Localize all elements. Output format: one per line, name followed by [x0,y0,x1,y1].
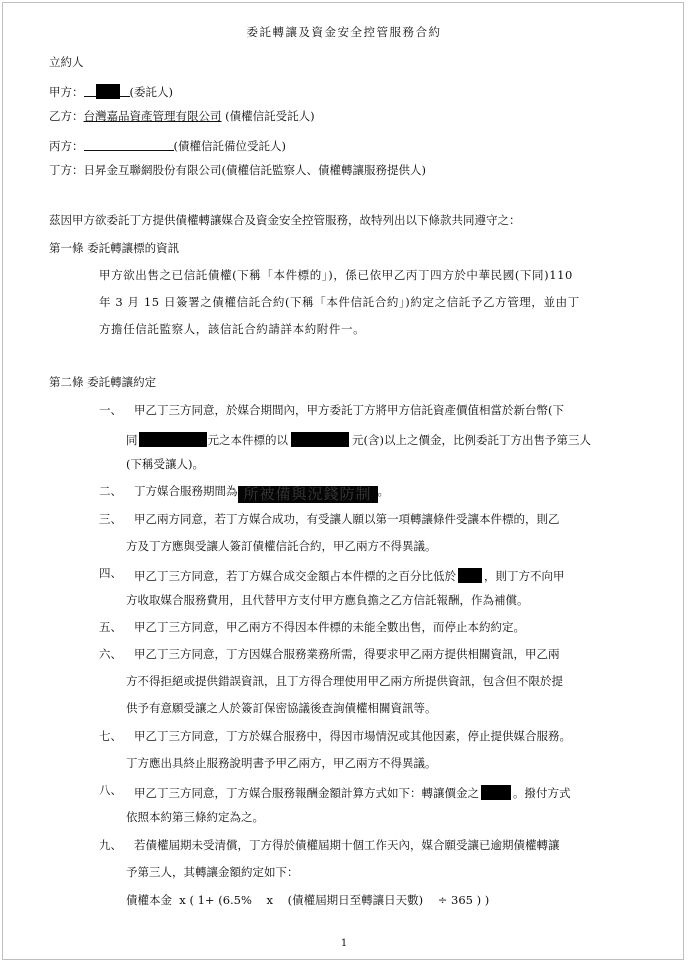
article1-heading: 第一條 委託轉讓標的資訊 [49,241,180,255]
party-yi [49,111,315,123]
item-number: 六、 [99,647,122,661]
preamble: 茲因甲方欲委託丁方提供債權轉讓媒合及資金安全控管服務，故特列出以下條款共同遵守之： [49,213,521,227]
item-text: 甲乙丁三方同意，於媒合期間內，甲方委託丁方將甲方信託資產價值相當於新台幣(下 [134,403,564,417]
item-text: (下稱受讓人)。 [126,457,204,471]
item-text: 若債權屆期未受清償，丁方得於債權屆期十個工作天內，媒合願受讓已逾期債權轉讓 [134,838,560,852]
party-bing-prefix: 丙方： [49,139,84,153]
item-text [134,568,565,583]
item-text [134,486,389,503]
item-number: 九、 [99,838,122,852]
page-title: 委託轉讓及資金安全控管服務合約 [246,25,442,39]
service-period-redaction: 所被備與況錢防制 [238,486,378,503]
item-text: 方及丁方應與受讓人簽訂債權信託合約，甲乙兩方不得異議。 [126,539,437,553]
redaction [96,84,120,99]
party-jia [49,84,173,99]
item-text: 甲乙丁三方同意，丁方因媒合服務業務所需，得要求甲乙兩方提供相關資訊，甲乙兩 [134,647,560,661]
item-text-segment: ，則丁方不向甲 [484,569,565,583]
item-text: 予第三人，其轉讓金額約定如下： [126,865,299,879]
item-text: 丁方應出具終止服務說明書予甲乙兩方，甲乙兩方不得異議。 [126,756,437,770]
redaction [291,432,349,447]
article1-line: 甲方欲出售之已信託債權(下稱「本件標的」)，係已依甲乙丙丁四方於中華民國(下同)110 [99,268,573,282]
item-number: 五、 [99,620,122,634]
item-text-segment: 。 [377,484,390,498]
item-number: 八、 [99,783,122,797]
item-text [126,432,591,447]
party-bing [49,138,286,153]
item-number: 一、 [99,403,122,417]
redaction [481,785,511,800]
item-text: 依照本約第三條約定為之。 [126,810,264,824]
party-yi-name: 台灣嘉品資產管理有限公司 [83,109,222,123]
item-text: 方收取媒合服務費用，且代替甲方支付甲方應負擔之乙方信託報酬，作為補償。 [126,593,529,607]
item-text-segment: 丁方媒合服務期間為 [134,484,238,498]
item-text-segment: 甲乙丁三方同意，若丁方媒合成交金額占本件標的之百分比低於 [134,569,456,583]
blank-line [84,84,96,97]
item-text [134,785,571,800]
party-ding: 丁方：日昇金互聯網股份有限公司(債權信託監察人、債權轉讓服務提供人) [49,163,426,177]
item-text: 甲乙丁三方同意，丁方於媒合服務中，得因市場情況或其他因素，停止提供媒合服務。 [134,729,571,743]
item-text: 供予有意願受讓之人於簽訂保密協議後查詢債權相關資訊等。 [126,701,437,715]
party-yi-suffix: (債權信託受託人) [221,109,315,123]
item-number: 四、 [99,566,122,580]
article1-line: 方擔任信託監察人，該信託合約請詳本約附件一。 [99,322,366,336]
item-number: 三、 [99,512,122,526]
blank-line [120,84,130,97]
party-jia-suffix: (委託人) [129,85,173,99]
formula-text: 債權本金 x ( 1+ (6.5% x (債權屆期日至轉讓日天數) ÷ 365 ) ) [126,893,490,907]
article1-line: 年 3 月 15 日簽署之債權信託合約(下稱「本件信託合約」)約定之信託予乙方管理，並由丁 [99,295,580,309]
blank-line [84,138,174,151]
item-text-segment: 甲乙丁三方同意，丁方媒合服務報酬金額計算方式如下：轉讓價金之 [134,786,479,800]
page-number: 1 [340,938,348,949]
item-number: 二、 [99,484,122,498]
party-yi-prefix: 乙方： [49,109,84,123]
item-text-segment: 元之本件標的以 [207,433,288,447]
item-text-segment: 。撥付方式 [513,786,571,800]
item-text: 甲乙兩方同意，若丁方媒合成功，有受讓人願以第一項轉讓條件受讓本件標的，則乙 [134,512,560,526]
item-text-segment: 元(含)以上之價金，比例委託丁方出售予第三人 [352,433,591,447]
item-text: 甲乙丁三方同意，甲乙兩方不得因本件標的未能全數出售，而停止本約約定。 [134,620,525,634]
party-jia-prefix: 甲方： [49,85,84,99]
redaction [139,432,207,447]
article2-heading: 第二條 委託轉讓約定 [49,375,157,389]
item-number: 七、 [99,729,122,743]
party-bing-suffix: (債權信託備位受託人) [173,139,286,153]
item-text-segment: 同 [126,433,138,447]
redaction [458,568,482,583]
item-text: 方不得拒絕或提供錯誤資訊，且丁方得合理使用甲乙兩方所提供資訊，包含但不限於提 [126,674,563,688]
parties-heading: 立約人 [49,55,84,69]
